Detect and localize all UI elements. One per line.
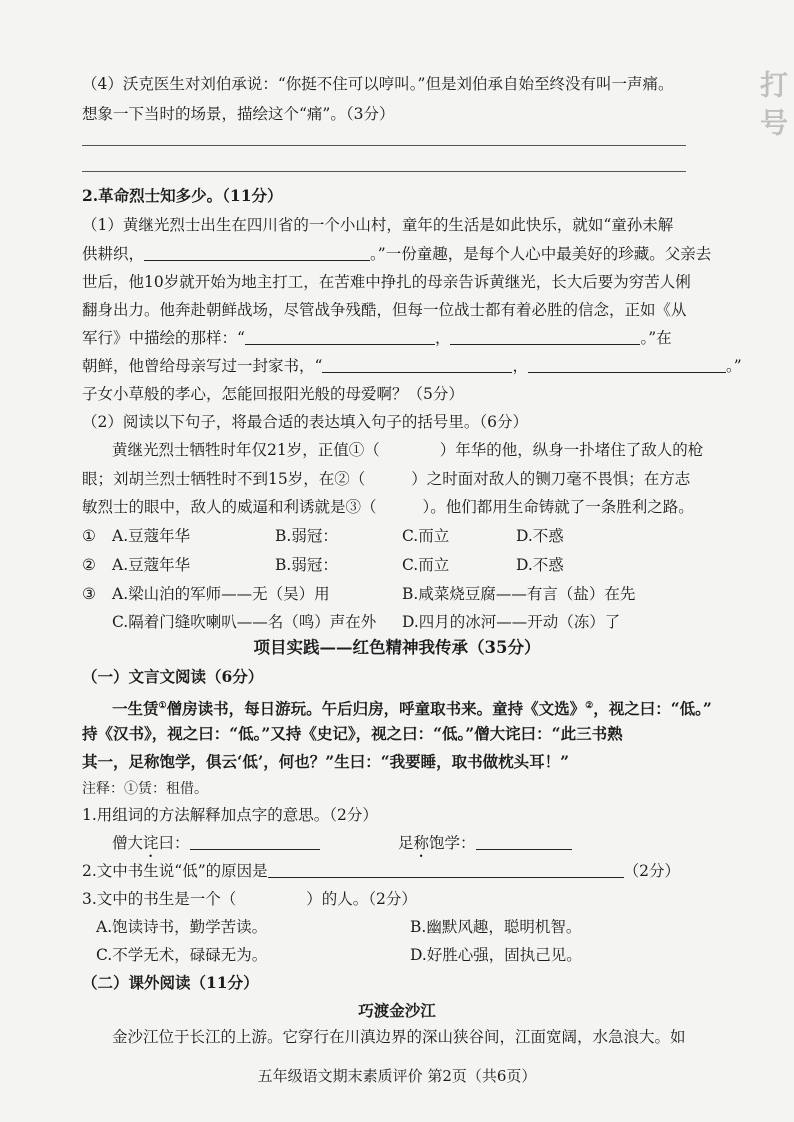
option-row-2: ② A.豆蔻年华 B.弱冠： C.而立 D.不惑 — [82, 556, 564, 574]
q4-line2: 想象一下当时的场景，描绘这个“痛”。（3分） — [82, 105, 395, 123]
classical-q2: 2.文中书生说“低”的原因是 （2分） — [82, 862, 681, 880]
classical-note: 注释：①赁：租借。 — [82, 781, 208, 797]
extra-line1: 金沙江位于长江的上游。它穿行在川滇边界的深山狭谷间，江面宽阔，水急浪大。如 — [112, 1028, 686, 1046]
fill-blank[interactable] — [476, 833, 572, 850]
q2-p2-heading: （2）阅读以下句子，将最合适的表达填入句子的括号里。（6分） — [82, 413, 528, 431]
option-b[interactable]: B.弱冠： — [275, 556, 338, 574]
option-c[interactable]: C.而立 — [402, 527, 450, 545]
answer-line[interactable] — [82, 145, 686, 146]
classical-option-a[interactable]: A.饱读诗书，勤学苦读。 — [96, 918, 268, 936]
q2-p1-line1: （1）黄继光烈士出生在四川省的一个小山村，童年的生活是如此快乐，就如“童孙未解 — [82, 216, 674, 234]
option-b[interactable]: B.弱冠： — [275, 527, 338, 545]
option-d[interactable]: D.不惑 — [516, 527, 564, 545]
fill-blank[interactable] — [190, 833, 320, 850]
classical-q3: 3.文中的书生是一个（ ）的人。（2分） — [82, 890, 417, 908]
fill-blank[interactable] — [322, 356, 512, 373]
classical-option-c[interactable]: C.不学无术，碌碌无为。 — [96, 946, 268, 964]
classical-text-line3: 其一，足称饱学，俱云‘低’，何也？”生曰：“我要睡，取书做枕头耳！” — [82, 752, 570, 771]
option-row-1: ① A.豆蔻年华 B.弱冠： C.而立 D.不惑 — [82, 527, 564, 545]
option-a[interactable]: A.梁山泊的军师——无（吴）用 — [112, 585, 330, 603]
q2-p2-line1: 黄继光烈士牺牲时年仅21岁，正值①（ ）年华的他，纵身一扑堵住了敌人的枪 — [112, 441, 704, 459]
option-c[interactable]: C.隔着门缝吹喇叭——名（鸣）声在外 — [112, 613, 377, 631]
classical-option-d[interactable]: D.好胜心强，固执己见。 — [410, 946, 582, 964]
extra-heading: （二）课外阅读（11分） — [82, 973, 259, 992]
fill-blank[interactable] — [450, 328, 640, 345]
section-title: 项目实践——红色精神我传承（35分） — [253, 638, 541, 657]
extra-title: 巧渡金沙江 — [358, 1001, 436, 1020]
classical-option-b[interactable]: B.幽默风趣，聪明机智。 — [410, 918, 582, 936]
q2-p1-line5: 军行》中描绘的那样：“ ， 。”在 — [82, 329, 672, 347]
q4-line1: （4）沃克医生对刘伯承说：“你挺不住可以哼叫。”但是刘伯承自始至终没有叫一声痛。 — [82, 75, 674, 93]
fill-blank[interactable] — [528, 356, 726, 373]
q2-p1-line7: 子女小草般的孝心，怎能回报阳光般的母爱啊？（5分） — [82, 385, 464, 403]
classical-text-line1: 一生赁①僧房读书，每日游玩。午后归房，呼童取书来。童持《文选》②，视之曰：“低。” — [112, 699, 712, 719]
q2-p1-line6: 朝鲜，他曾给母亲写过一封家书，“ ， 。” — [82, 357, 742, 375]
classical-q1: 1.用组词的方法解释加点字的意思。（2分） — [82, 806, 378, 824]
answer-line[interactable] — [82, 171, 686, 172]
q2-p1-line2: 供耕织， 。”一份童趣，是每个人心中最美好的珍藏。父亲去 — [82, 245, 712, 263]
option-a[interactable]: A.豆蔻年华 — [112, 527, 191, 545]
classical-text-line2: 持《汉书》，视之曰：“低。”又持《史记》，视之曰：“低。”僧大诧曰：“此三书熟 — [82, 724, 623, 743]
classical-heading: （一）文言文阅读（6分） — [82, 667, 264, 686]
option-d[interactable]: D.不惑 — [516, 556, 564, 574]
option-a[interactable]: A.豆蔻年华 — [112, 556, 191, 574]
option-c[interactable]: C.而立 — [402, 556, 450, 574]
page-footer: 五年级语文期末素质评价 第2页（共6页） — [257, 1067, 537, 1085]
q2-p2-line3: 敏烈士的眼中，敌人的威逼和利诱就是③（ ）。他们都用生命铸就了一条胜利之路。 — [82, 498, 694, 516]
option-row-3b — [112, 612, 621, 632]
q2-p1-line3: 世后，他10岁就开始为地主打工，在苦难中挣扎的母亲告诉黄继光，长大后要为穷苦人俐 — [82, 273, 691, 291]
classical-q1-item-a: 僧大诧曰： — [112, 833, 320, 861]
option-d[interactable]: D.四月的冰河——开动（冻）了 — [402, 613, 621, 631]
side-margin-marks: 打 号 — [756, 70, 789, 136]
option-b[interactable]: B.咸菜烧豆腐——有言（盐）在先 — [402, 585, 636, 603]
q2-p2-line2: 眼；刘胡兰烈士牺牲时不到15岁，在②（ ）之时面对敌人的铡刀毫不畏惧；在方志 — [82, 470, 691, 488]
q2-heading: 2.革命烈士知多少。（11分） — [82, 186, 283, 205]
fill-blank[interactable] — [268, 861, 624, 878]
classical-q1-item-b: 足称饱学： — [398, 833, 572, 861]
fill-blank[interactable] — [245, 328, 435, 345]
option-row-3: ③ A.梁山泊的军师——无（吴）用 B.咸菜烧豆腐——有言（盐）在先 — [82, 585, 636, 603]
fill-blank[interactable] — [144, 244, 370, 261]
q2-p1-line4: 翻身出力。他奔赴朝鲜战场，尽管战争残酷，但每一位战士都有着必胜的信念，正如《从 — [82, 301, 687, 319]
